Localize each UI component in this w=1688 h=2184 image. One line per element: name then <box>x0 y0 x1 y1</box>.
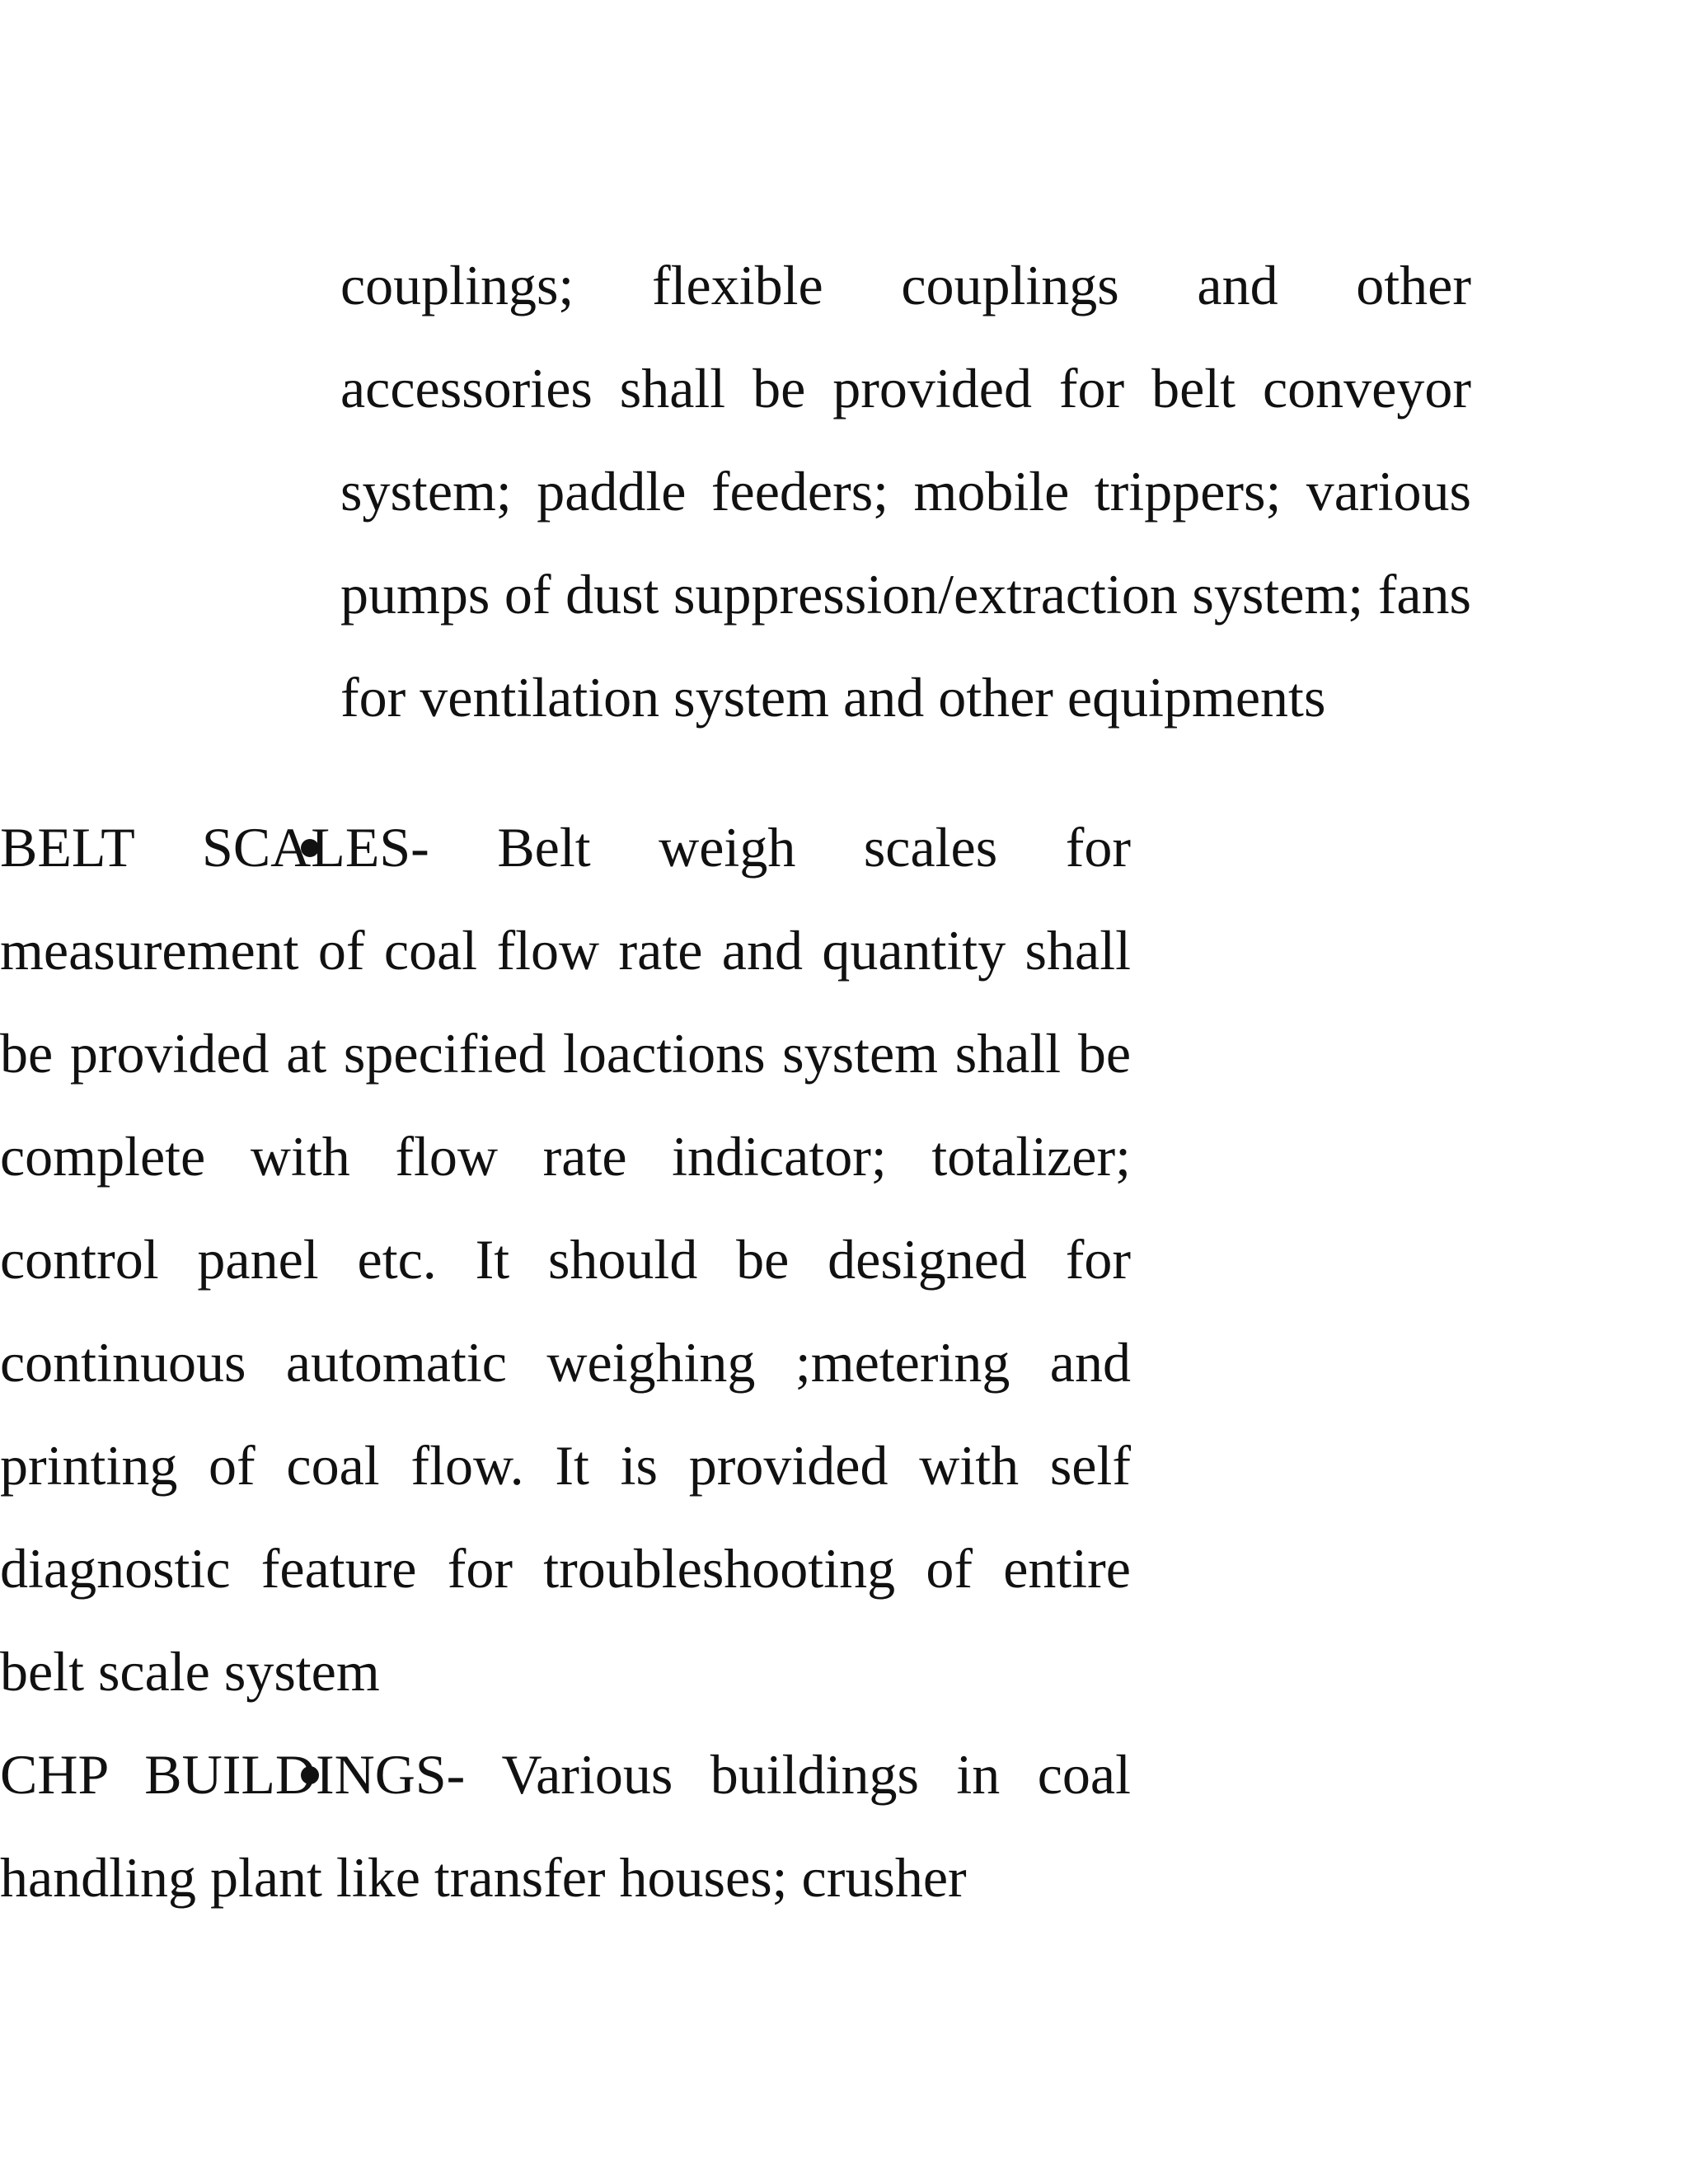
bullet-item-chp-buildings <box>0 1723 1688 1929</box>
continuation-paragraph: couplings; flexible couplings and other accessories shall be provided for belt conveyor system; paddle feeders; mobile trippers; various pumps of dust suppression/extraction system; fans for ventilation system and other equipments <box>340 254 1471 729</box>
chp-buildings-paragraph: CHP BUILDINGS- Various buildings in coal handling plant like transfer houses; crusher <box>0 1743 1131 1909</box>
bullet-list <box>0 796 1688 1929</box>
belt-scales-paragraph: BELT SCALES- Belt weigh scales for measurement of coal flow rate and quantity shall be provided at specified loactions system shall be complete with flow rate indicator; totalizer; control panel etc. It should be designed for continuous automatic weighing ;metering and printing of coal flow. It is provided with self diagnostic feature for troubleshooting of entire belt scale system <box>0 816 1131 1703</box>
bullet-item-belt-scales <box>0 796 1688 1723</box>
